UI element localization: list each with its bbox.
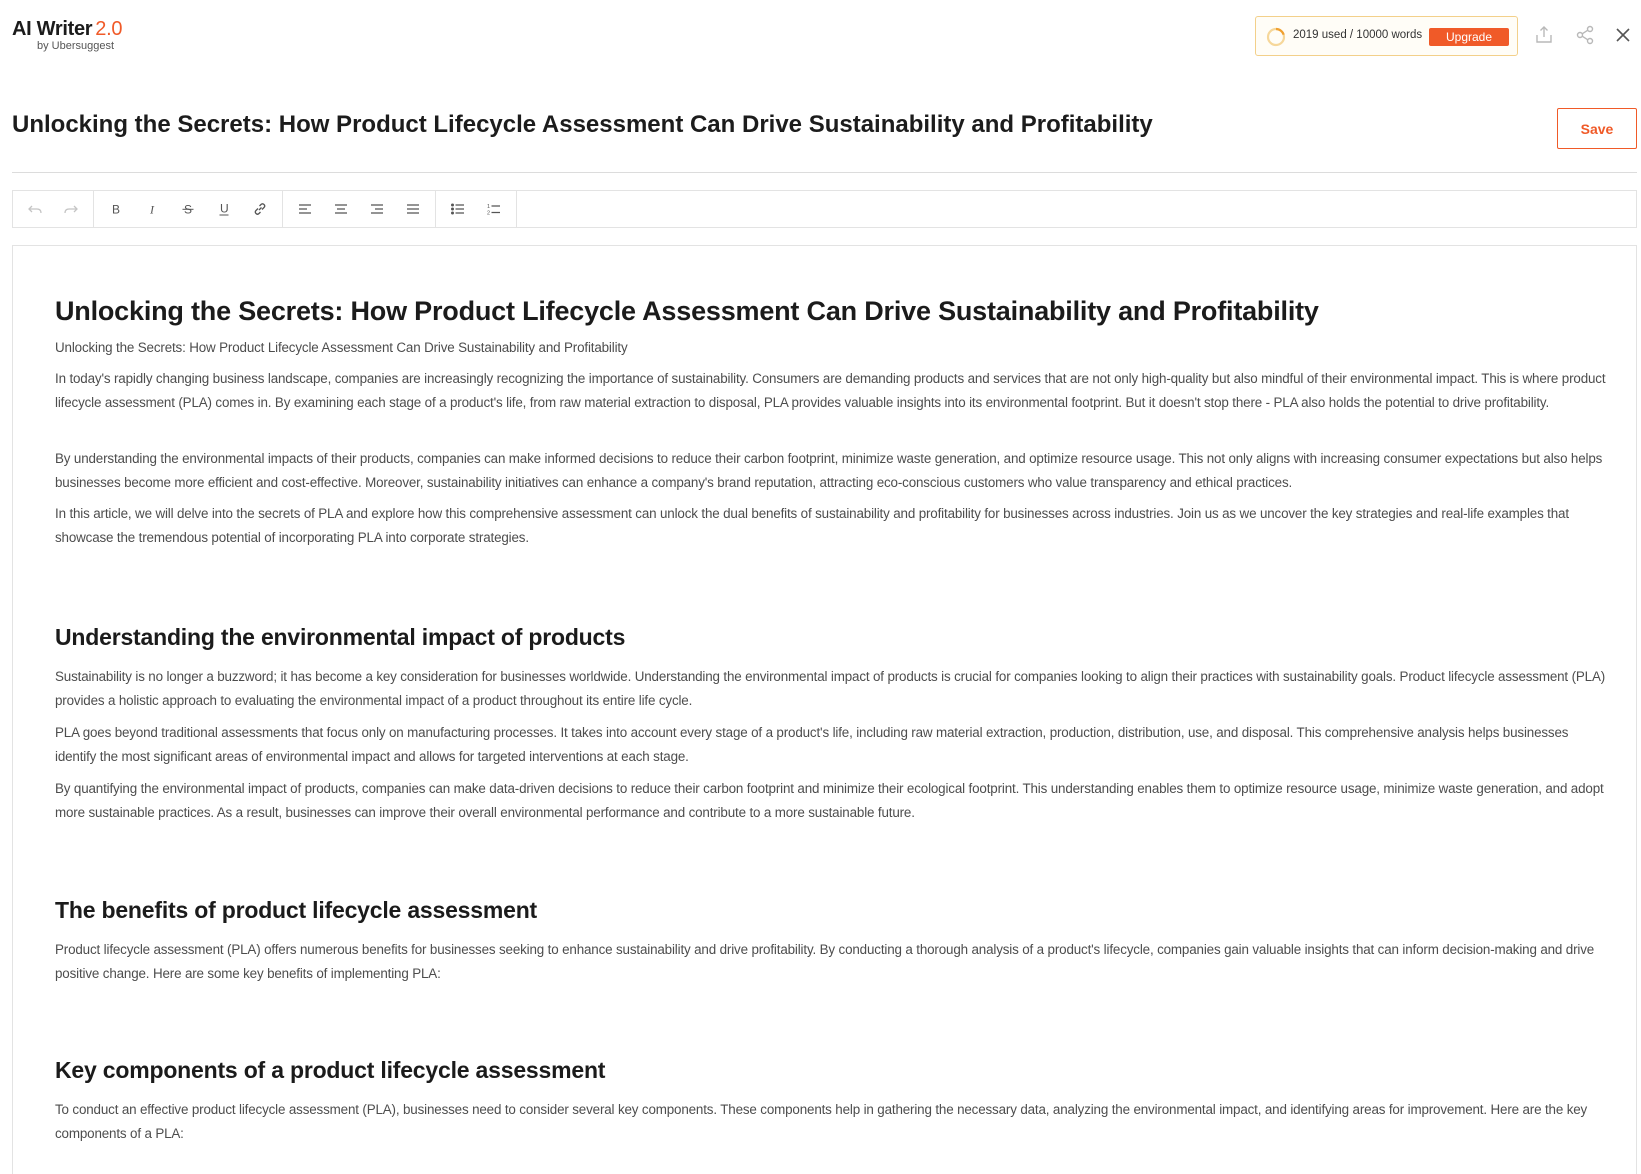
align-center-icon[interactable] xyxy=(323,191,359,227)
top-bar xyxy=(0,0,1641,75)
strikethrough-icon[interactable] xyxy=(170,191,206,227)
svg-text:B: B xyxy=(112,202,121,217)
title-divider xyxy=(12,172,1637,173)
align-justify-icon[interactable] xyxy=(395,191,431,227)
svg-text:S: S xyxy=(184,202,193,217)
alignment-group xyxy=(283,191,436,227)
article-heading: Unlocking the Secrets: How Product Lifecycle Assessment Can Drive Sustainability and Profitability xyxy=(55,296,1319,326)
section-heading: Understanding the environmental impact of products xyxy=(55,624,626,650)
word-usage-panel xyxy=(1255,16,1518,56)
text-style-group xyxy=(94,191,283,227)
usage-progress-ring xyxy=(1266,27,1286,47)
document-title[interactable]: Unlocking the Secrets: How Product Lifecycle Assessment Can Drive Sustainability and Profitability xyxy=(12,111,1153,138)
article-paragraph: PLA goes beyond traditional assessments that focus only on manufacturing processes. It takes into account every stage of a product's life, including raw material extraction, production, distribution, use, and disposal. This comprehensive analysis helps businesses identify the most significant areas of environmental impact and allows for targeted interventions at each stage. xyxy=(55,725,1569,764)
undo-icon[interactable] xyxy=(17,191,53,227)
upgrade-button[interactable]: Upgrade xyxy=(1429,28,1509,46)
article-paragraph: In this article, we will delve into the secrets of PLA and explore how this comprehensive assessment can unlock the dual benefits of sustainability and profitability for businesses across industries. Join us as we uncover the key strategies and real-life examples that showcase the tremendous potential of incorporating PLA into corporate strategies. xyxy=(55,506,1569,545)
article-paragraph: Sustainability is no longer a buzzword; it has become a key consideration for businesses worldwide. Understanding the environmental impact of products is crucial for companies looking to align their practices with sustainability goals. Product lifecycle assessment (PLA) provides a holistic approach to evaluating the environmental impact of a product throughout its entire life cycle. xyxy=(55,669,1606,708)
svg-text:2: 2 xyxy=(487,210,491,217)
share-icon[interactable] xyxy=(1574,24,1596,46)
article-paragraph: To conduct an effective product lifecycle assessment (PLA), businesses need to consider several key components. These components help in gathering the necessary data, analyzing the environmental impact, and identifying areas for improvement. Here are the key components of a PLA: xyxy=(55,1102,1588,1141)
app-subtitle: by Ubersuggest xyxy=(37,40,115,52)
redo-icon[interactable] xyxy=(53,191,89,227)
numbered-list-icon[interactable] xyxy=(476,191,512,227)
usage-text: 2019 used / 10000 words xyxy=(1293,29,1423,41)
app-version: 2.0 xyxy=(95,18,123,40)
bold-icon[interactable] xyxy=(98,191,134,227)
editor-area[interactable] xyxy=(12,245,1637,1174)
list-group xyxy=(436,191,517,227)
article-paragraph: In today's rapidly changing business landscape, companies are increasingly recognizing the importance of sustainability. Consumers are demanding products and services that are not only high-quality but also mindful of their environmental impact. This is where product lifecycle assessment (PLA) comes in. By examining each stage of a product's life, from raw material extraction to disposal, PLA provides valuable insights into its environmental footprint. But it doesn't stop there - PLA also holds the potential to drive profitability. xyxy=(55,371,1606,410)
article-paragraph: Product lifecycle assessment (PLA) offers numerous benefits for businesses seeking to enhance sustainability and drive profitability. By conducting a thorough analysis of a product's lifecycle, companies gain valuable insights that can inform decision-making and drive positive change. Here are some key benefits of implementing PLA: xyxy=(55,942,1595,981)
history-group xyxy=(13,191,94,227)
close-icon[interactable] xyxy=(1612,24,1634,46)
link-icon[interactable] xyxy=(242,191,278,227)
svg-text:1: 1 xyxy=(487,204,491,210)
article-paragraph: By understanding the environmental impacts of their products, companies can make informed decisions to reduce their carbon footprint, minimize waste generation, and optimize resource usage. This not only aligns with increasing consumer expectations but also helps businesses become more efficient and cost-effective. Moreover, sustainability initiatives can enhance a company's brand reputation, attracting eco-conscious customers who value transparency and ethical practices. xyxy=(55,451,1603,490)
export-icon[interactable] xyxy=(1533,24,1555,46)
svg-text:I: I xyxy=(150,202,154,217)
article-paragraph: Unlocking the Secrets: How Product Lifecycle Assessment Can Drive Sustainability and Profitability xyxy=(55,340,628,355)
app-logo xyxy=(12,18,122,52)
save-button[interactable]: Save xyxy=(1557,108,1637,149)
svg-text:U: U xyxy=(220,201,229,216)
article-paragraph: By quantifying the environmental impact of products, companies can make data-driven decisions to reduce their carbon footprint and minimize their ecological footprint. This understanding enables them to optimize resource usage, minimize waste generation, and adopt more sustainable practices. As a result, businesses can improve their overall environmental performance and contribute to a more sustainable future. xyxy=(55,781,1604,820)
align-right-icon[interactable] xyxy=(359,191,395,227)
formatting-toolbar xyxy=(12,190,1637,228)
app-name: AI Writer xyxy=(12,18,93,40)
align-left-icon[interactable] xyxy=(287,191,323,227)
italic-icon[interactable] xyxy=(134,191,170,227)
section-heading: Key components of a product lifecycle assessment xyxy=(55,1057,606,1083)
bullet-list-icon[interactable] xyxy=(440,191,476,227)
underline-icon[interactable] xyxy=(206,191,242,227)
section-heading: The benefits of product lifecycle assessment xyxy=(55,897,538,923)
